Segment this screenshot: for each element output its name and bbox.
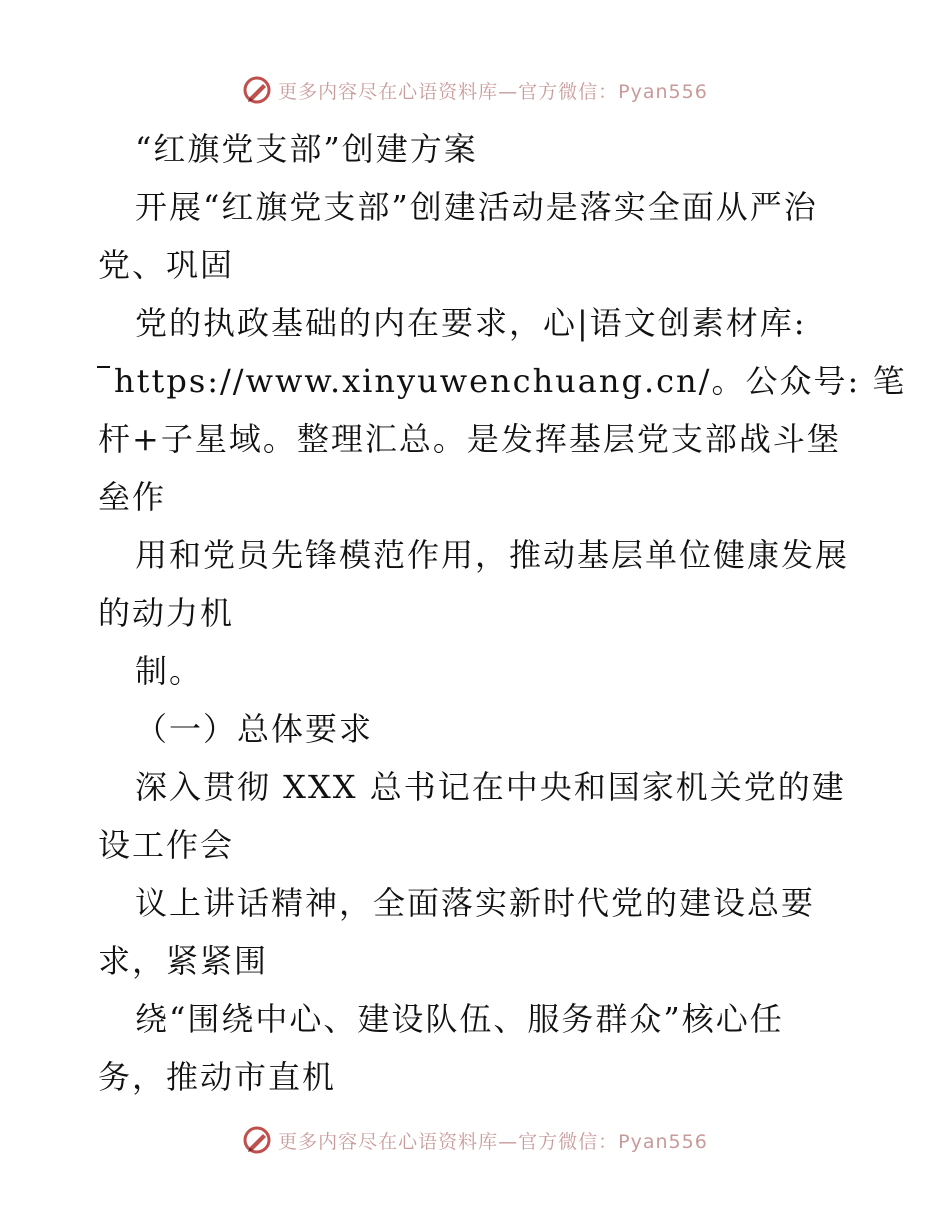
header-watermark — [0, 70, 950, 110]
paragraph-line: 制。 — [135, 652, 204, 690]
paragraph-line: 的动力机 — [98, 594, 235, 632]
paragraph-line: 设工作会 — [98, 826, 235, 864]
header-watermark-text: 更多内容尽在心语资料库—官方微信：Pyan556 — [278, 80, 708, 103]
document-title: “红旗党支部”创建方案 — [135, 130, 478, 168]
paragraph-line: 垒作 — [98, 478, 167, 516]
url-line: https://www.xinyuwenchuang.cn/。公众号: 笔 — [114, 362, 907, 400]
pen-logo-icon — [242, 75, 272, 105]
footer-watermark — [0, 1120, 950, 1160]
paragraph-line: 开展“红旗党支部”创建活动是落实全面从严治 — [135, 188, 818, 226]
paragraph-line: 党的执政基础的内在要求，心|语文创素材库: — [135, 304, 807, 342]
paragraph-line: 深入贯彻 XXX 总书记在中央和国家机关党的建 — [135, 768, 846, 806]
document-body — [98, 120, 907, 1106]
pen-logo-icon — [242, 1125, 272, 1155]
paragraph-line: 党、巩固 — [98, 246, 235, 284]
paragraph-line: 用和党员先锋模范作用，推动基层单位健康发展 — [135, 536, 850, 574]
paragraph-line: 务，推动市直机 — [98, 1058, 337, 1096]
paragraph-line: 议上讲话精神，全面落实新时代党的建设总要 — [135, 884, 816, 922]
footer-watermark-text: 更多内容尽在心语资料库—官方微信：Pyan556 — [278, 1130, 708, 1153]
section-heading: （一）总体要求 — [135, 710, 374, 748]
paragraph-line: 求，紧紧围 — [98, 942, 269, 980]
paragraph-line: 杆+子星域。整理汇总。是发挥基层党支部战斗堡 — [98, 420, 841, 458]
paragraph-line: 绕“围绕中心、建设队伍、服务群众”核心任 — [135, 1000, 784, 1038]
